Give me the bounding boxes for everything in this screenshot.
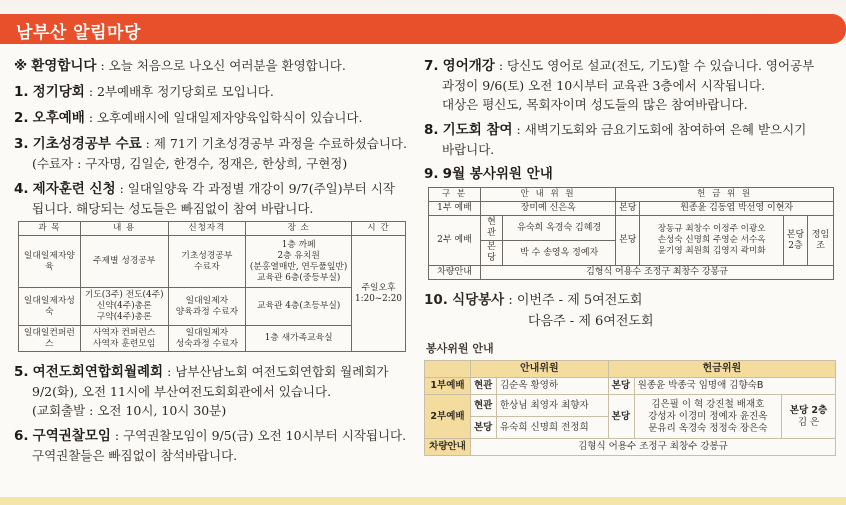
table-cell: 한상님 최영자 최향자 — [497, 395, 609, 417]
welcome-item — [14, 56, 410, 76]
cell-line: 김은필 이 혁 강진철 배재호 — [651, 398, 765, 410]
table-cell — [80, 326, 168, 352]
item-number: 5. — [14, 364, 29, 380]
notice-item-2 — [14, 108, 410, 128]
column-header: 시 간 — [351, 222, 405, 236]
notice-item-1 — [14, 82, 410, 102]
table-row — [425, 439, 836, 456]
column-header: 과 목 — [19, 222, 81, 236]
table-cell: 교육관 4층(초등부실) — [246, 288, 352, 326]
row-label: 2부예배 — [425, 395, 471, 439]
notice-item-10 — [424, 290, 834, 311]
volunteer-guide-table — [424, 360, 836, 456]
item-marker: ※ — [14, 58, 28, 74]
cell-line: 김 은 — [797, 416, 820, 428]
table-cell: 주제별 성경공부 — [80, 236, 168, 288]
table-header-row — [425, 361, 836, 378]
item-heading: 9월 봉사위원 안내 — [442, 166, 553, 182]
item-heading: 기초성경공부 수료 — [32, 136, 142, 152]
volunteer-box-title: 봉사위원 안내 — [426, 342, 494, 355]
item-continuation: 구역권찰들은 빠짐없이 참석바랍니다. — [32, 448, 238, 463]
cell-line: 손성숙 신명희 주영순 서수옥 — [657, 235, 766, 245]
table-cell: 현관 — [481, 216, 503, 241]
table-cell: 본당 — [608, 378, 634, 395]
column-header: 내 용 — [80, 222, 168, 236]
table-cell — [351, 236, 405, 352]
table-cell — [782, 395, 836, 439]
table-cell: 유숙희 옥경숙 김혜경 — [503, 216, 616, 241]
september-volunteer-table — [428, 187, 834, 280]
table-cell: 1부 예배 — [429, 202, 481, 216]
item-text: : 이번주 - 제 5여전도회 — [504, 293, 643, 308]
item-heading: 영어개강 — [442, 58, 495, 74]
table-cell: 본당 2층 — [784, 216, 808, 266]
item-continuation: 됩니다. 해당되는 성도들은 빠짐없이 참여 바랍니다. — [32, 201, 314, 216]
column-header: 헌금위원 — [608, 361, 835, 378]
right-column — [424, 56, 834, 456]
table-cell: 본당 — [471, 417, 497, 439]
cell-line: 2층 유치원 — [277, 250, 320, 261]
table-row — [425, 395, 836, 417]
table-cell: 1층 새가족교육실 — [246, 326, 352, 352]
cell-line: 사역자 컨퍼런스 — [93, 327, 156, 338]
notice-item-8 — [424, 120, 834, 159]
row-label: 1부예배 — [425, 378, 471, 395]
table-cell: 유숙희 신명희 전정희 — [497, 417, 609, 439]
item-continuation: 9/2(화), 오전 11시에 부산여전도회회관에서 있습니다. — [32, 384, 332, 399]
cell-line: 교육관 6층(중등부실) — [257, 272, 341, 283]
cell-line: 기초성경공부 — [181, 250, 233, 261]
item-heading: 구역권찰모임 — [32, 428, 111, 444]
item-text: : 오후예배시에 일대일제자양육입학식이 있습니다. — [84, 110, 363, 125]
cell-line: 성숙과정 수료자 — [175, 338, 239, 349]
item-text: : 새벽기도회와 금요기도회에 참여하여 은혜 받으시기 — [512, 122, 807, 137]
item-text: : 2부예배후 정기당회로 모입니다. — [84, 84, 274, 99]
table-cell — [634, 395, 781, 439]
table-cell: 김형식 어용수 조정구 최창수 강봉규 — [471, 439, 836, 456]
item-text: : 당신도 영어로 설교(전도, 기도)할 수 있습니다. 영어공부 — [494, 58, 815, 73]
item-number: 7. — [424, 58, 439, 74]
item-number: 8. — [424, 122, 439, 138]
item-text: : 일대일양육 각 과정별 개강이 9/7(주일)부터 시작 — [115, 181, 395, 196]
table-cell — [80, 288, 168, 326]
item-continuation: 바랍니다. — [442, 142, 495, 157]
table-cell: 차량안내 — [429, 266, 481, 280]
table-cell: 본당 — [481, 241, 503, 266]
notice-item-7 — [424, 56, 834, 114]
item-text: 다음주 - 제 6여전도회 — [528, 314, 654, 329]
table-row — [19, 288, 406, 326]
table-header-row — [19, 222, 406, 236]
notice-item-9 — [424, 165, 834, 184]
table-header-row — [429, 188, 834, 202]
table-cell: 본당 — [616, 202, 640, 216]
table-cell — [168, 326, 246, 352]
cell-line: 강성자 이경미 정예자 윤진옥 — [648, 410, 768, 422]
row-label: 차량안내 — [425, 439, 471, 456]
column-header: 구 분 — [429, 188, 481, 202]
table-cell: 김형식 어용수 조정구 최창수 강봉규 — [481, 266, 834, 280]
header-banner — [0, 14, 846, 44]
cell-line: 사역자 훈련모임 — [93, 338, 156, 349]
item-text: : 남부산남노회 여전도회연합회 월례회가 — [163, 364, 389, 379]
item-number: 1. — [14, 84, 29, 100]
table-cell: 본당 — [616, 216, 640, 266]
table-cell: 정임조 — [808, 216, 834, 266]
cell-line: 주일오후 — [361, 282, 396, 293]
table-row — [19, 236, 406, 288]
notice-item-5 — [14, 362, 410, 420]
item-heading: 기도회 참여 — [442, 122, 513, 138]
cell-line: 기도(3주) 전도(4주) — [84, 290, 164, 300]
bottom-stripe — [0, 497, 846, 505]
table-row — [429, 266, 834, 280]
item-heading: 정기당회 — [32, 84, 85, 100]
notice-item-3 — [14, 134, 410, 173]
table-cell — [168, 236, 246, 288]
table-cell: 원종윤 박종국 임명애 김향숙B — [634, 378, 835, 395]
table-row — [429, 216, 834, 241]
table-row — [19, 326, 406, 352]
cell-line: 수료자 — [194, 261, 220, 272]
item-continuation: (수료자 : 구자명, 김일순, 한경수, 정재은, 한상희, 구현정) — [32, 156, 348, 171]
left-column — [14, 56, 410, 471]
column-header: 안 내 위 원 — [481, 188, 616, 202]
table-row — [429, 202, 834, 216]
item-heading: 여전도회연합회월례회 — [32, 364, 164, 380]
column-header — [425, 361, 471, 378]
cell-line: 윤기영 최원희 김영지 곽미화 — [657, 246, 766, 256]
table-cell — [246, 236, 352, 288]
item-heading: 제자훈련 신청 — [32, 181, 116, 197]
cell-line: 1:20~2:20 — [355, 293, 402, 304]
cell-line: 일대일제자 — [185, 327, 229, 338]
item-continuation: (교회출발 : 오전 10시, 10시 30분) — [32, 403, 227, 418]
table-cell: 장미예 신은옥 — [481, 202, 616, 216]
column-header: 신청자격 — [168, 222, 246, 236]
table-cell: 현관 — [471, 395, 497, 417]
item-number: 3. — [14, 136, 29, 152]
table-cell: 일대일제자성숙 — [19, 288, 81, 326]
item-text: : 구역권찰모임이 9/5(금) 오전 10시부터 시작됩니다. — [110, 428, 407, 443]
item-continuation: 대상은 평신도, 목회자이며 성도들의 많은 참여바랍니다. — [442, 97, 748, 112]
cell-line: (분홍열매반, 연두풀잎반) — [249, 261, 348, 272]
table-cell — [640, 216, 784, 266]
column-header: 안내위원 — [471, 361, 609, 378]
item-heading: 환영합니다 — [31, 58, 97, 74]
item-heading: 오후예배 — [32, 110, 85, 126]
cell-line: 신약(4주)총론 — [96, 301, 152, 311]
notice-item-6 — [14, 426, 410, 465]
cell-line: 양육과정 수료자 — [175, 306, 239, 317]
item-number: 9. — [424, 166, 439, 182]
notice-item-4 — [14, 179, 410, 218]
table-cell: 김순옥 황영하 — [497, 378, 609, 395]
table-cell: 원종윤 김동엽 박선영 이현자 — [640, 202, 834, 216]
table-cell: 본당 — [608, 395, 634, 439]
table-row — [425, 378, 836, 395]
cell-line: 본당 2층 — [789, 404, 828, 416]
notice-item-10-next — [424, 311, 834, 332]
cell-line: 문유리 옥경숙 정정숙 장은숙 — [648, 422, 768, 434]
table-cell: 박 수 송영옥 정예자 — [503, 241, 616, 266]
cell-line: 장동규 최창수 이정주 이광오 — [657, 224, 766, 234]
item-heading: 식당봉사 — [452, 292, 505, 308]
item-number: 10. — [424, 292, 448, 308]
item-text: : 제 71기 기초성경공부 과정을 수료하셨습니다. — [141, 136, 407, 151]
cell-line: 1층 까페 — [281, 239, 316, 250]
table-cell: 2부 예배 — [429, 216, 481, 266]
table-cell — [168, 288, 246, 326]
item-text: : 오늘 처음으로 나오신 여러분을 환영합니다. — [96, 58, 346, 73]
item-continuation: 과정이 9/6(토) 오전 10시부터 교육관 3층에서 시작됩니다. — [442, 78, 766, 93]
item-number: 6. — [14, 428, 29, 444]
column-header: 헌 금 위 원 — [616, 188, 834, 202]
item-number: 4. — [14, 181, 29, 197]
table-cell: 일대일제자양육 — [19, 236, 81, 288]
training-table — [18, 221, 406, 352]
column-header: 장 소 — [246, 222, 352, 236]
table-cell: 현관 — [471, 378, 497, 395]
cell-line: 구약(4주)총론 — [96, 312, 152, 322]
table-cell: 일대일컨퍼런스 — [19, 326, 81, 352]
page-title: 남부산 알림마당 — [16, 23, 141, 43]
cell-line: 일대일제자 — [185, 295, 229, 306]
item-number: 2. — [14, 110, 29, 126]
